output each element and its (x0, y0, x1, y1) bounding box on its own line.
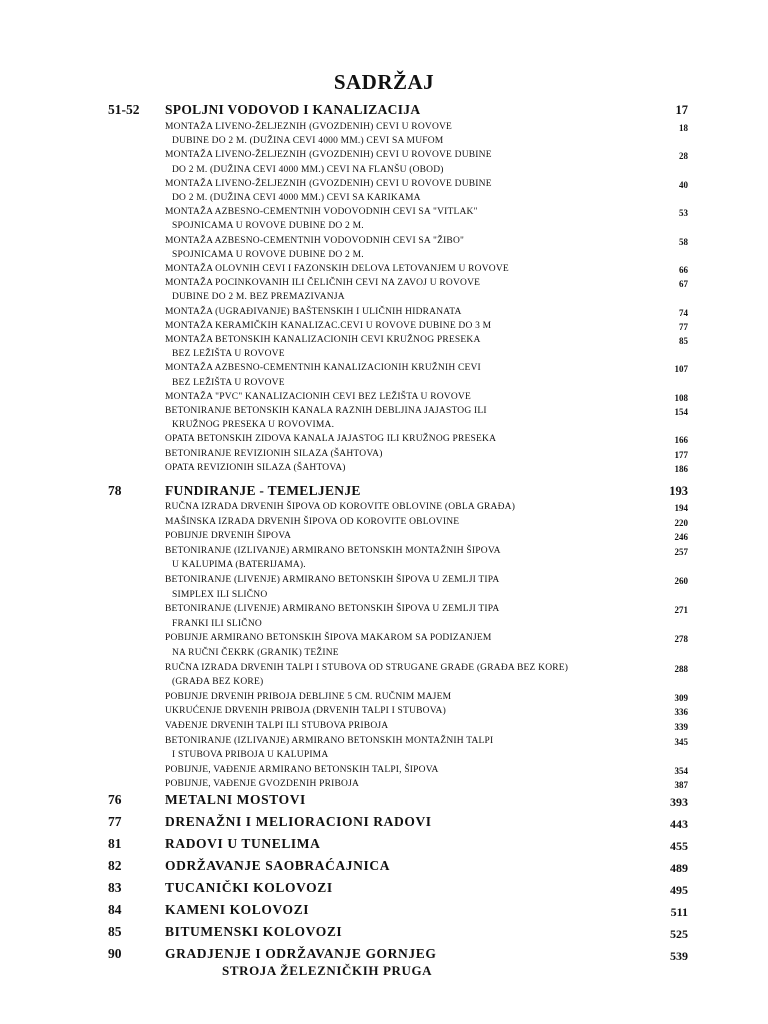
toc-entry-line: POBIJNJE ARMIRANO BETONSKIH ŠIPOVA MAKAROM SA PODIZANJEM (165, 633, 492, 644)
toc-entry-line: MONTAŽA POCINKOVANIH ILI ČELIČNIH CEVI NA ZAVOJ U ROVOVE (165, 278, 481, 289)
toc-entry-page: 309 (674, 692, 688, 703)
toc-entry-page: 166 (674, 435, 688, 446)
chapter-page-number: 455 (670, 839, 688, 853)
toc-entry-line: BETONIRANJE (IZLIVANJE) ARMIRANO BETONSKIH MONTAŽNIH TALPI (165, 735, 494, 746)
chapter-page-number: 539 (670, 949, 688, 963)
chapter-page-number: 443 (670, 817, 688, 831)
chapter-number: 77 (108, 814, 122, 829)
toc-entry-line: SPOJNICAMA U ROVOVE DUBINE DO 2 M. (172, 249, 364, 260)
toc-entry-line: POBIJNJE, VAĐENJE GVOZDENIH PRIBOJA (165, 779, 360, 790)
chapter-page-number: 393 (670, 795, 688, 809)
toc-entry-line: DO 2 M. (DUŽINA CEVI 4000 MM.) CEVI NA FLANŠU (OBOD) (172, 164, 444, 175)
chapter-page-number: 525 (670, 927, 688, 941)
toc-entry-line: BETONIRANJE (IZLIVANJE) ARMIRANO BETONSKIH MONTAŽNIH ŠIPOVA (165, 545, 501, 556)
chapter-number: 81 (108, 836, 122, 851)
section-title: SPOLJNI VODOVOD I KANALIZACIJA (165, 102, 421, 117)
toc-entry-page: 278 (674, 634, 688, 645)
toc-entry-line: BETONIRANJE (LIVENJE) ARMIRANO BETONSKIH ŠIPOVA U ZEMLJI TIPA (165, 575, 500, 585)
toc-entry-page: 339 (674, 722, 688, 732)
toc-entry-page: 58 (679, 236, 688, 247)
toc-entry-line: POBIJNJE DRVENIH ŠIPOVA (165, 531, 292, 542)
toc-entry-page: 77 (679, 321, 688, 332)
toc-entry-page: 40 (679, 179, 688, 190)
toc-entry-line: BEZ LEŽIŠTA U ROVOVE (172, 377, 285, 388)
toc-entry-page: 74 (679, 307, 688, 318)
toc-entry-page: 345 (674, 736, 688, 747)
chapter-title: KAMENI KOLOVOZI (165, 902, 310, 917)
toc-entry-line: MONTAŽA LIVENO-ŽELJEZNIH (GVOZDENIH) CEVI U ROVOVE DUBINE (165, 150, 492, 161)
toc-entry-line: DUBINE DO 2 M. BEZ PREMAZIVANJA (172, 292, 345, 303)
toc-entry-page: 260 (674, 576, 688, 586)
toc-entry-line: UKRUĆENJE DRVENIH PRIBOJA (DRVENIH TALPI I STUBOVA) (165, 706, 446, 717)
toc-entry-page: 246 (674, 532, 688, 543)
toc-entry-line: MONTAŽA (UGRAĐIVANJE) BAŠTENSKIH I ULIČNIH HIDRANATA (165, 306, 462, 317)
toc-entry-page: 28 (679, 151, 688, 162)
toc-entry-line: SIMPLEX ILI SLIČNO (172, 589, 268, 600)
toc-entry-page: 154 (674, 407, 688, 417)
toc-entry-page: 220 (674, 517, 688, 528)
toc-entry-page: 18 (679, 123, 688, 133)
toc-entry-line: MONTAŽA KERAMIČKIH KANALIZAC.CEVI U ROVOVE DUBINE DO 3 M (165, 320, 492, 331)
toc-entry-page: 257 (674, 546, 688, 557)
toc-entry-line: VAĐENJE DRVENIH TALPI ILI STUBOVA PRIBOJA (165, 721, 389, 731)
section-page-number: 17 (675, 103, 688, 117)
section-page-number: 193 (669, 484, 688, 498)
toc-entry-line: MONTAŽA AZBESNO-CEMENTNIH KANALIZACIONIH KRUŽNIH CEVI (165, 363, 481, 374)
toc-entry-line: RUČNA IZRADA DRVENIH ŠIPOVA OD KOROVITE OBLOVINE (OBLA GRAĐA) (165, 502, 516, 512)
toc-entry-line: POBIJNJE DRVENIH PRIBOJA DEBLJINE 5 CM. RUČNIM MAJEM (165, 691, 452, 702)
chapter-title: DRENAŽNI I MELIORACIONI RADOVI (165, 814, 432, 829)
chapter-number: 84 (108, 902, 122, 917)
chapter-page-number: 495 (670, 883, 688, 897)
section-number: 51-52 (108, 102, 140, 117)
toc-entry-page: 85 (679, 336, 688, 346)
toc-entry-page: 66 (679, 265, 688, 275)
toc-entry-line: MONTAŽA AZBESNO-CEMENTNIH VODOVODNIH CEVI SA "ŽIBO" (165, 235, 465, 246)
chapter-title: METALNI MOSTOVI (165, 792, 306, 807)
toc-entry-page: 336 (674, 707, 688, 718)
chapter-title: BITUMENSKI KOLOVOZI (165, 924, 343, 939)
toc-entry-line: MONTAŽA OLOVNIH CEVI I FAZONSKIH DELOVA LETOVANJEM U ROVOVE (165, 264, 509, 274)
toc-entry-line: MONTAŽA BETONSKIH KANALIZACIONIH CEVI KRUŽNOG PRESEKA (165, 335, 481, 345)
toc-entry-page: 53 (679, 208, 688, 219)
chapter-title: RADOVI U TUNELIMA (165, 836, 321, 851)
toc-entry-line: SPOJNICAMA U ROVOVE DUBINE DO 2 M. (172, 221, 364, 232)
chapter-page-number: 511 (670, 905, 688, 919)
toc-entry-page: 177 (674, 449, 688, 460)
toc-entry-page: 271 (674, 605, 688, 616)
toc-entry-line: RUČNA IZRADA DRVENIH TALPI I STUBOVA OD STRUGANE GRAĐE (GRAĐA BEZ KORE) (165, 662, 569, 673)
chapter-number: 85 (108, 924, 122, 939)
toc-entry-line: DUBINE DO 2 M. (DUŽINA CEVI 4000 MM.) CEVI SA MUFOM (172, 136, 444, 147)
chapter-page-number: 489 (670, 861, 688, 875)
toc-entry-line: BETONIRANJE REVIZIONIH SILAZA (ŠAHTOVA) (165, 448, 383, 459)
toc-entry-page: 387 (674, 780, 688, 791)
toc-entry-line: BETONIRANJE BETONSKIH KANALA RAZNIH DEBLJINA JAJASTOG ILI (165, 406, 487, 416)
toc-entry-line: (GRAĐA BEZ KORE) (172, 677, 264, 688)
chapter-number: 76 (108, 792, 122, 807)
toc-entry-line: I STUBOVA PRIBOJA U KALUPIMA (172, 750, 329, 761)
toc-entry-page: 288 (674, 663, 688, 674)
toc-entry-page: 108 (674, 392, 688, 403)
chapter-number: 90 (108, 946, 122, 961)
toc-entry-line: DO 2 M. (DUŽINA CEVI 4000 MM.) CEVI SA KARIKAMA (172, 193, 421, 203)
toc-entry-line: FRANKI ILI SLIČNO (172, 618, 262, 629)
toc-entry-page: 107 (674, 364, 688, 375)
section-number: 78 (108, 483, 122, 498)
toc-entry-line: OPATA REVIZIONIH SILAZA (ŠAHTOVA) (165, 462, 346, 473)
section-title: FUNDIRANJE - TEMELJENJE (165, 483, 361, 498)
toc-entry-page: 67 (679, 279, 688, 290)
chapter-title: GRADJENJE I ODRŽAVANJE GORNJEG (165, 946, 437, 961)
toc-entry-line: BETONIRANJE (LIVENJE) ARMIRANO BETONSKIH ŠIPOVA U ZEMLJI TIPA (165, 604, 500, 615)
toc-entry-line: MONTAŽA LIVENO-ŽELJEZNIH (GVOZDENIH) CEVI U ROVOVE DUBINE (165, 178, 492, 189)
toc-entry-line: BEZ LEŽIŠTA U ROVOVE (172, 349, 285, 360)
toc-entry-line: POBIJNJE, VAĐENJE ARMIRANO BETONSKIH TALPI, ŠIPOVA (165, 764, 439, 775)
chapter-number: 83 (108, 880, 122, 895)
toc-entry-line: MONTAŽA LIVENO-ŽELJEZNIH (GVOZDENIH) CEVI U ROVOVE (165, 122, 453, 132)
toc-entry-line: U KALUPIMA (BATERIJAMA). (172, 560, 306, 571)
chapter-title: TUCANIČKI KOLOVOZI (165, 880, 333, 895)
chapter-number: 82 (108, 858, 122, 873)
toc-entry-page: 354 (674, 765, 688, 776)
toc-entry-line: MAŠINSKA IZRADA DRVENIH ŠIPOVA OD KOROVITE OBLOVINE (165, 516, 460, 527)
toc-entry-line: MONTAŽA "PVC" KANALIZACIONIH CEVI BEZ LEŽIŠTA U ROVOVE (165, 391, 471, 402)
toc-entry-line: OPATA BETONSKIH ZIDOVA KANALA JAJASTOG ILI KRUŽNOG PRESEKA (165, 434, 497, 445)
toc-entry-page: 186 (674, 463, 688, 474)
toc-entry-page: 194 (674, 503, 688, 513)
toc-entry-line: NA RUČNI ČEKRK (GRANIK) TEŽINE (172, 648, 339, 658)
chapter-subtitle: STROJA ŽELEZNIČKIH PRUGA (222, 963, 433, 978)
page-title: SADRŽAJ (333, 70, 435, 94)
toc-entry-line: KRUŽNOG PRESEKA U ROVOVIMA. (172, 420, 335, 431)
toc-entry-line: MONTAŽA AZBESNO-CEMENTNIH VODOVODNIH CEVI SA "VITLAK" (165, 207, 478, 218)
chapter-title: ODRŽAVANJE SAOBRAĆAJNICA (165, 858, 391, 873)
